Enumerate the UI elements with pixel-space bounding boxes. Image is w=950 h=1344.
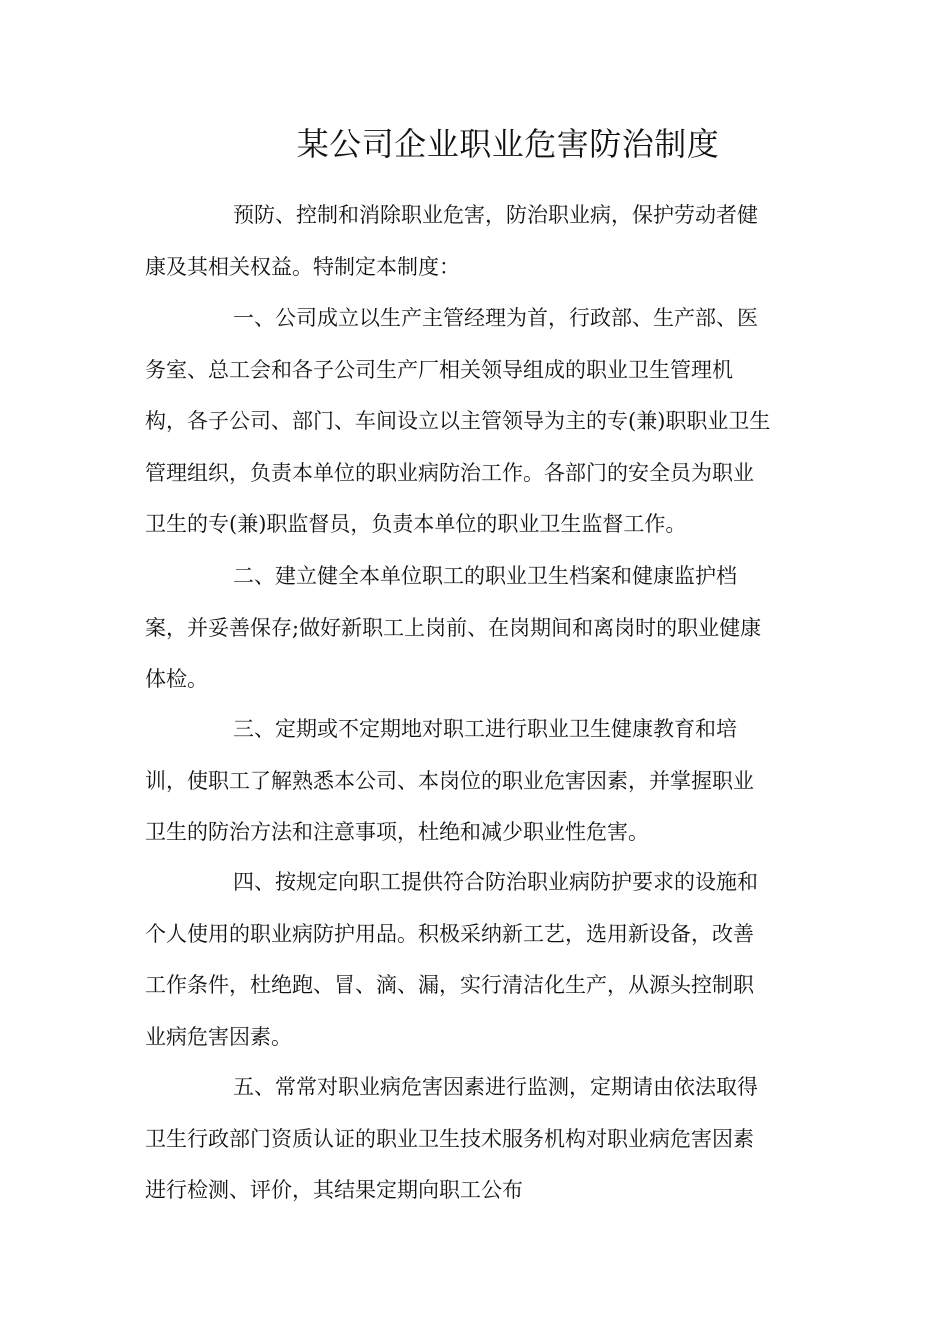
text-line: 管理组织，负责本单位的职业病防治工作。各部门的安全员为职业 [145, 460, 754, 485]
text-line: 业病危害因素。 [145, 1024, 292, 1049]
text-line: 工作条件，杜绝跑、冒、滴、漏，实行清洁化生产，从源头控制职 [145, 973, 754, 997]
text-line: 三、定期或不定期地对职工进行职业卫生健康教育和培 [233, 717, 737, 741]
text-line: 五、常常对职业病危害因素进行监测，定期请由依法取得 [233, 1075, 758, 1099]
paragraph-section-3 [145, 704, 754, 859]
paragraph-section-2 [145, 551, 761, 706]
text-line: 四、按规定向职工提供符合防治职业病防护要求的设施和 [233, 870, 758, 894]
paragraph-section-4 [145, 857, 758, 1063]
text-line: 预防、控制和消除职业危害，防治职业病，保护劳动者健 [233, 203, 758, 227]
text-line: 卫生的防治方法和注意事项，杜绝和减少职业性危害。 [145, 820, 649, 844]
paragraph-section-1 [145, 293, 770, 551]
paragraph-intro [145, 190, 758, 293]
text-line: 一、公司成立以生产主管经理为首，行政部、生产部、医 [233, 306, 758, 330]
text-line: 体检。 [145, 667, 208, 691]
text-line: 康及其相关权益。特制定本制度： [145, 254, 460, 279]
text-line: 卫生行政部门资质认证的职业卫生技术服务机构对职业病危害因素 [145, 1126, 754, 1151]
text-line: 训，使职工了解熟悉本公司、本岗位的职业危害因素，并掌握职业 [145, 768, 754, 793]
text-line: 进行检测、评价，其结果定期向职工公布 [145, 1178, 523, 1202]
text-line: 案，并妥善保存;做好新职工上岗前、在岗期间和离岗时的职业健康 [145, 615, 762, 640]
text-line: 构，各子公司、部门、车间设立以主管领导为主的专(兼)职职业卫生 [145, 409, 771, 433]
text-line: 个人使用的职业病防护用品。积极采纳新工艺，选用新设备，改善 [145, 921, 754, 946]
document-title: 某公司企业职业危害防治制度 [296, 125, 720, 163]
text-line: 二、建立健全本单位职工的职业卫生档案和健康监护档 [233, 564, 737, 588]
text-line: 卫生的专(兼)职监督员，负责本单位的职业卫生监督工作。 [145, 512, 687, 536]
paragraph-section-5 [145, 1062, 758, 1217]
text-line: 务室、总工会和各子公司生产厂相关领导组成的职业卫生管理机 [145, 357, 733, 382]
